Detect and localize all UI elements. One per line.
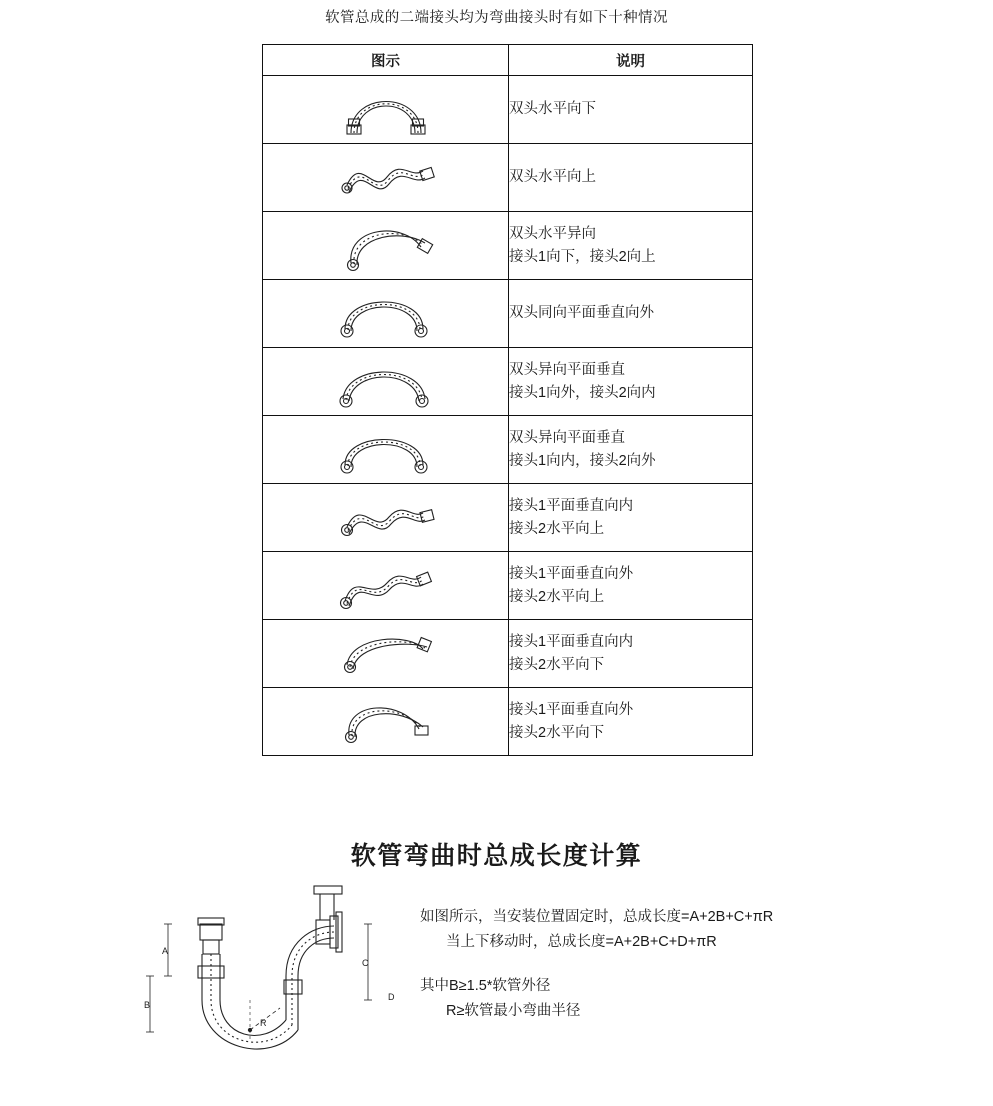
row-desc	[509, 688, 753, 756]
desc-line: 接头2水平向上	[509, 520, 605, 537]
hose-bend-arc-vert-in-down-icon	[263, 620, 509, 688]
label-c: C	[362, 958, 369, 968]
table-header-row	[263, 45, 753, 76]
desc-line: 接头1向外，接头2向内	[509, 384, 656, 401]
desc-line: 接头2水平向下	[509, 656, 605, 673]
desc-line: 接头1平面垂直向内	[509, 634, 634, 651]
row-desc	[509, 620, 753, 688]
row-desc	[509, 552, 753, 620]
hose-bend-arc-down-icon	[263, 76, 509, 144]
label-b: B	[144, 1000, 151, 1010]
note-line-1: 如图所示，当安装位置固定时，总成长度=A+2B+C+πR	[420, 909, 774, 925]
label-d: D	[388, 992, 395, 1002]
desc-line: 双头异向平面垂直	[509, 362, 625, 379]
header-figure: 图示	[263, 45, 509, 76]
table-row	[263, 552, 753, 620]
table-row	[263, 348, 753, 416]
row-desc	[509, 144, 753, 212]
table-row	[263, 144, 753, 212]
hose-bend-arc-vert-out-down-icon	[263, 688, 509, 756]
table-row	[263, 484, 753, 552]
hose-bend-flange-arc-mixed2-icon	[263, 416, 509, 484]
desc-line: 双头水平向下	[509, 101, 596, 118]
note-line-4: R≥软管最小弯曲半径	[446, 1003, 581, 1020]
section-title: 软管弯曲时总成长度计算	[350, 842, 643, 870]
desc-line: 接头1向下，接头2向上	[509, 248, 656, 265]
table-row	[263, 620, 753, 688]
row-desc	[509, 484, 753, 552]
row-desc	[509, 280, 753, 348]
row-desc	[509, 416, 753, 484]
table-row	[263, 688, 753, 756]
hose-bend-s-up-icon	[263, 144, 509, 212]
row-desc	[509, 212, 753, 280]
label-a: A	[162, 946, 169, 956]
hose-case-table	[262, 44, 753, 756]
desc-line: 双头同向平面垂直向外	[509, 305, 654, 322]
desc-line: 接头1向内，接头2向外	[509, 452, 656, 469]
spacer	[420, 956, 940, 974]
formula-notes	[420, 905, 940, 1025]
table-row	[263, 76, 753, 144]
hose-bend-s-vert-out-icon	[263, 552, 509, 620]
hose-bend-flange-arc-mixed1-icon	[263, 348, 509, 416]
row-desc	[509, 348, 753, 416]
row-desc	[509, 76, 753, 144]
header-desc: 说明	[509, 45, 753, 76]
hose-bend-s-vert-in-icon	[263, 484, 509, 552]
desc-line: 接头1平面垂直向内	[509, 498, 634, 515]
table-row	[263, 212, 753, 280]
desc-line: 接头2水平向下	[509, 724, 605, 741]
note-line-3: 其中B≥1.5*软管外径	[420, 977, 551, 994]
desc-line: 双头水平异向	[509, 226, 596, 243]
hose-bend-arc-mixed-icon	[263, 212, 509, 280]
desc-line: 接头2水平向上	[509, 588, 605, 605]
desc-line: 接头1平面垂直向外	[509, 702, 634, 719]
intro-text: 软管总成的二端接头均为弯曲接头时有如下十种情况	[325, 10, 668, 26]
table-row	[263, 280, 753, 348]
table-row	[263, 416, 753, 484]
desc-line: 双头异向平面垂直	[509, 430, 625, 447]
desc-line: 接头1平面垂直向外	[509, 566, 634, 583]
note-line-2: 当上下移动时，总成长度=A+2B+C+D+πR	[446, 934, 717, 951]
hose-bend-flange-arc-out-icon	[263, 280, 509, 348]
hose-length-diagram	[120, 880, 440, 1100]
label-r: R	[260, 1018, 267, 1028]
desc-line: 双头水平向上	[509, 169, 596, 186]
